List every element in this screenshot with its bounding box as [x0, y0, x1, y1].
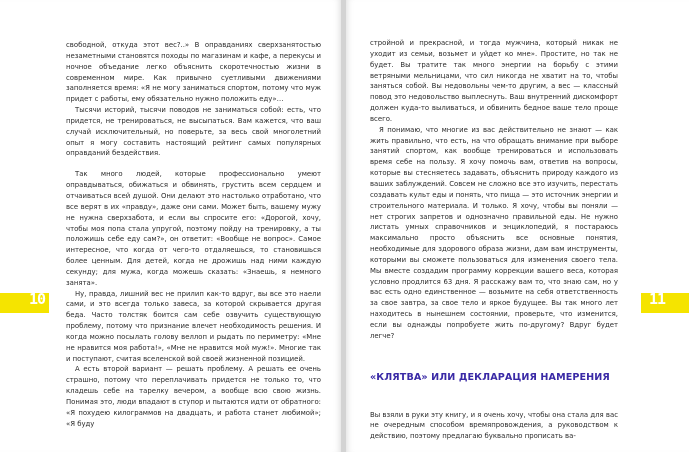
left-paragraph-3: Так много людей, которые профессионально умеют оправдываться, обижаться и обвинять, грустить всем сердцем и отчаиваться всей душой. Они делают это настолько отработано, что все верят в их «правду», даже они сами. Может быть, вашему мужу не нужна сверхзабота, и если вы спросите его: «Дорогой, хочу, чтобы моя попа стала упругой, поэтому пойду на тренировку, а ты положишь себе еду сам?», он ответит: «Вообще не вопрос». Самое интересное, что когда от чего-то отдаляешься, то становишься более ценным. Для детей, когда не дрожишь над ними каждую секунду; для мужа, когда можешь сказать: «Знаешь, я немного занята».	[66, 170, 321, 287]
page-number-left: 10	[29, 290, 46, 308]
left-paragraph-4: Ну, правда, лишний вес не прилип как-то вдруг, вы все это наели сами, и это всегда только завеса, за которой скрывается другая беда. Часто толстяк боится сам себе озвучить существующую проблему, потому что признание влечет необходимость решения. И когда можно посылать голову веллоп и рыдать по периметру: «Мне не нравится моя работа!», «Мне не нравится мой муж!». Многие так и поступают, считая вселенской вой своей жизненной позицией.	[66, 289, 321, 363]
right-page-text	[370, 38, 618, 442]
section-heading: «КЛЯТВА» ИЛИ ДЕКЛАРАЦИЯ НАМЕРЕНИЯ	[370, 371, 610, 383]
left-page-text	[66, 40, 321, 430]
page-number-right: 11	[649, 290, 666, 308]
right-paragraph-3: Вы взяли в руки эту книгу, и я очень хочу, чтобы она стала для вас не очередным способом времяпровождения, а руководством к действию, поэтому предлагаю буквально прописать ва-	[370, 410, 618, 441]
left-paragraph-2: Тысячи историй, тысячи поводов не заниматься собой: есть, что придется, не тренироваться, не высыпаться. Вам кажется, что ваш случай исключительный, но поверьте, за весь свой многолетний опыт я могу составить настоящий рейтинг самых популярных оправданий бездействия.	[66, 106, 321, 158]
left-paragraph-5: А есть второй вариант — решать проблему. А решать ее очень страшно, потому что переплачивать придется не только то, что кладешь себе на тарелку вечером, а вообще всю свою жизнь. Понимая это, люди впадают в ступор и пытаются идти от обратного: «Я похудею килограммов на двадцать, и работа станет любимой»; «Я буду	[66, 365, 321, 428]
right-page	[346, 0, 689, 452]
right-paragraph-2: Я понимаю, что многие из вас действительно не знают — как жить правильно, что есть, на что обращать внимание при выборе занятий спортом, как вообще тренироваться и использовать время себе на пользу. Я хочу помочь вам, ответив на вопросы, которые вы стесняетесь задавать, объяснить природу каждого из ваших заблуждений. Совсем не сложно все это изучить, перестать создавать культ еды и понять, что пища — это источник энергии и строительного материала. И только. Я хочу, чтобы вы поняли — нет строгих запретов и однозначно правильной еды. Не нужно листать умных справочников и энциклопедий, я постараюсь максимально просто объяснить все основные понятия, необходимые для здорового образа жизни, дам вам инструменты, которыми вы сможете пользоваться для изменения своего тела. Мы вместе создадим программу коррекции вашего веса, которая условно продлится 63 дня. Я расскажу вам то, что знаю сам, но у вас есть одно единственное — возьмите на себя ответственность за свое завтра, за свое тело и яркое будущее. Вы так много лет находитесь в нынешнем состоянии, проверьте, что изменится, если вы однажды попробуете жить по-другому? Вдруг будет легче?	[370, 125, 618, 340]
left-page	[0, 0, 341, 452]
right-paragraph-1: стройной и прекрасной, и тогда мужчина, который никак не уходит из семьи, возьмет и уйдет ко мне». Простите, но так не будет. Вы тратите так много энергии на борьбу с этими ветряными мельницами, что сил никогда не хватит на то, чтобы заняться собой. Вы недовольны чем-то другим, а вес — классный повод это недовольство выплеснуть. Ваш внутренний дискомфорт должен куда-то выливаться, и обвинить бедное ваше тело проще всего.	[370, 39, 618, 123]
left-paragraph-1: свободной, откуда этот вес?..» В оправданиях сверхзанятостью незаметными становятся походы по магазинам и кафе, а перекусы и ночное объедание легко объяснить скоротечностью жизни в современном мире. Как привычно суетливыми движениями заполняется время: «Я не могу заниматься спортом, потому что муж придет с работы, ему обязательно нужно положить еду»…	[66, 41, 321, 104]
